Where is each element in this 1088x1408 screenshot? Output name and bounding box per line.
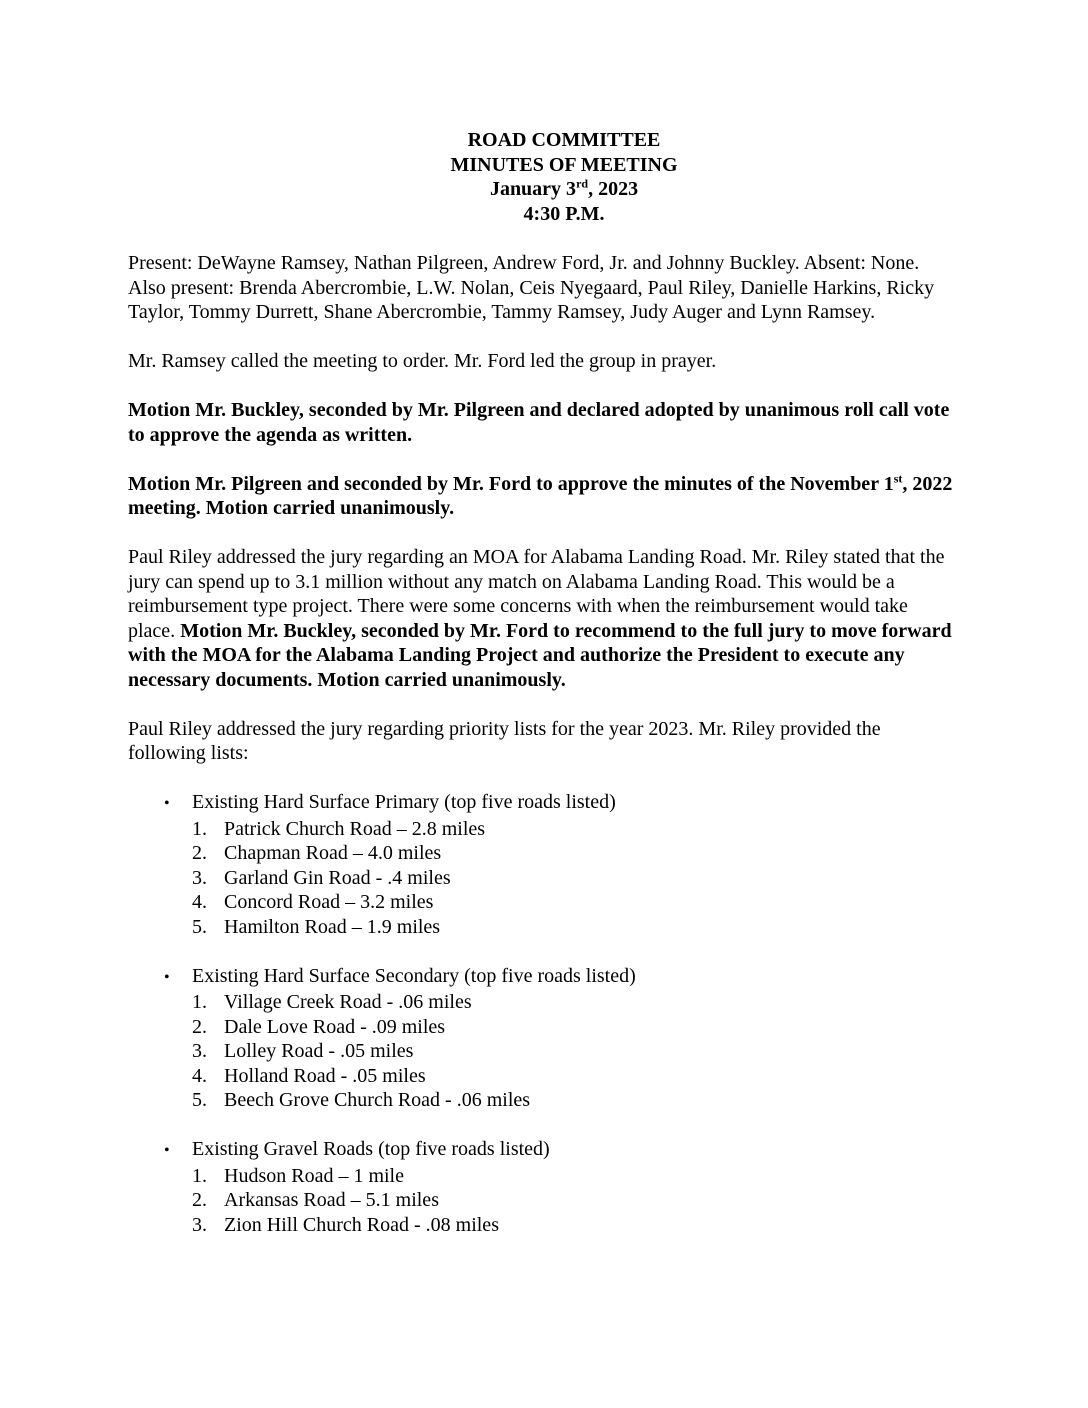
list-item-text: Patrick Church Road – 2.8 miles — [224, 817, 486, 840]
list-item — [192, 841, 960, 866]
list-item-number: 5. — [192, 915, 207, 938]
list-item-text: Chapman Road – 4.0 miles — [224, 842, 442, 864]
list-item-text: Holland Road - .05 miles — [224, 1064, 426, 1087]
list-item-text: Beech Grove Church Road - .06 miles — [224, 1089, 531, 1111]
list-item — [192, 990, 960, 1015]
list-item-number: 1. — [192, 991, 207, 1013]
list-item — [192, 866, 960, 891]
list-item — [192, 890, 960, 915]
priority-list-gravel-roads — [128, 1137, 960, 1237]
priority-list-heading — [164, 1137, 960, 1164]
list-item-number: 5. — [192, 1089, 207, 1111]
meeting-time: 4:30 P.M. — [523, 202, 605, 225]
list-item — [192, 1064, 960, 1089]
meeting-date-suffix: rd — [576, 176, 589, 191]
list-item-number: 3. — [192, 1213, 207, 1236]
list-item-number: 4. — [192, 1064, 207, 1087]
minutes-title: MINUTES OF MEETING — [450, 153, 678, 176]
list-item — [192, 1039, 960, 1064]
committee-title: ROAD COMMITTEE — [467, 129, 661, 151]
priority-list-title: Existing Hard Surface Secondary (top five roads listed) — [192, 964, 636, 987]
bullet-icon: • — [164, 968, 170, 986]
list-item-text: Lolley Road - .05 miles — [224, 1040, 414, 1062]
list-item-number: 2. — [192, 842, 207, 864]
list-item-text: Hudson Road – 1 mile — [224, 1164, 404, 1187]
moa-motion-text: Motion Mr. Buckley, seconded by Mr. Ford to recommend to the full jury to move forward with the MOA for the Alabama Landing Project and authorize the President to execute any necessary documents. Motion carried unanimously. — [128, 619, 952, 691]
attendance-paragraph: Present: DeWayne Ramsey, Nathan Pilgreen, Andrew Ford, Jr. and Johnny Buckley. Absent: None. Also present: Brenda Abercrombie, L.W. Nolan, Ceis Nyegaard, Paul Riley, Danielle Harkins, Ricky Taylor, Tommy Durrett, Shane Abercrombie, Tammy Ramsey, Judy Auger and Lynn Ramsey. — [128, 252, 935, 323]
document-header — [128, 128, 960, 226]
bullet-icon: • — [164, 1142, 170, 1159]
list-item-text: Hamilton Road – 1.9 miles — [224, 915, 441, 938]
road-list — [164, 817, 960, 940]
list-item-number: 3. — [192, 1040, 207, 1062]
call-to-order-paragraph: Mr. Ramsey called the meeting to order. Mr. Ford led the group in prayer. — [128, 350, 717, 372]
list-item-text: Zion Hill Church Road - .08 miles — [224, 1213, 499, 1236]
list-item-text: Village Creek Road - .06 miles — [224, 991, 472, 1013]
list-item-number: 2. — [192, 1189, 207, 1211]
road-list — [164, 990, 960, 1113]
bullet-icon: • — [164, 795, 170, 812]
meeting-date — [168, 177, 960, 202]
document-page — [128, 128, 960, 1262]
list-item — [192, 1088, 960, 1113]
priority-intro-paragraph: Paul Riley addressed the jury regarding priority lists for the year 2023. Mr. Riley provided the following lists: — [128, 717, 881, 764]
list-item — [192, 1213, 960, 1238]
list-item — [192, 817, 960, 842]
minutes-motion-text-b: , 2022 meeting. Motion carried unanimously. — [128, 472, 953, 519]
priority-list-title: Existing Hard Surface Primary (top five roads listed) — [192, 791, 616, 813]
minutes-motion-text-a: Motion Mr. Pilgreen and seconded by Mr. Ford to approve the minutes of the November 1 — [128, 472, 894, 495]
moa-discussion-text: Paul Riley addressed the jury regarding an MOA for Alabama Landing Road. Mr. Riley stated that the jury can spend up to 3.1 million without any match on Alabama Landing Road. This would be a reimbursement type project. There were some concerns with when the reimbursement would take place. — [128, 546, 945, 642]
list-item — [192, 915, 960, 940]
list-item-text: Concord Road – 3.2 miles — [224, 891, 434, 913]
list-item-number: 3. — [192, 866, 207, 889]
list-item — [192, 1188, 960, 1213]
list-item — [192, 1015, 960, 1040]
list-item — [192, 1164, 960, 1189]
priority-list-title: Existing Gravel Roads (top five roads listed) — [192, 1138, 550, 1160]
road-list — [164, 1164, 960, 1238]
moa-paragraph — [128, 545, 960, 692]
list-item-text: Dale Love Road - .09 miles — [224, 1015, 446, 1038]
meeting-date-year: , 2023 — [588, 178, 639, 200]
list-item-number: 1. — [192, 1164, 207, 1187]
minutes-motion-paragraph — [128, 472, 960, 521]
list-item-number: 2. — [192, 1015, 207, 1038]
priority-list-heading — [164, 790, 960, 817]
list-item-text: Garland Gin Road - .4 miles — [224, 866, 451, 889]
priority-list-hard-surface-primary — [128, 790, 960, 939]
priority-list-heading — [164, 964, 960, 991]
list-item-text: Arkansas Road – 5.1 miles — [224, 1189, 439, 1211]
minutes-motion-suffix: st — [893, 470, 903, 485]
list-item-number: 1. — [192, 817, 207, 840]
meeting-date-month-day: January 3 — [489, 178, 577, 200]
list-item-number: 4. — [192, 891, 207, 913]
agenda-motion-paragraph: Motion Mr. Buckley, seconded by Mr. Pilgreen and declared adopted by unanimous roll call vote to approve the agenda as written. — [128, 399, 950, 446]
priority-list-hard-surface-secondary — [128, 964, 960, 1113]
